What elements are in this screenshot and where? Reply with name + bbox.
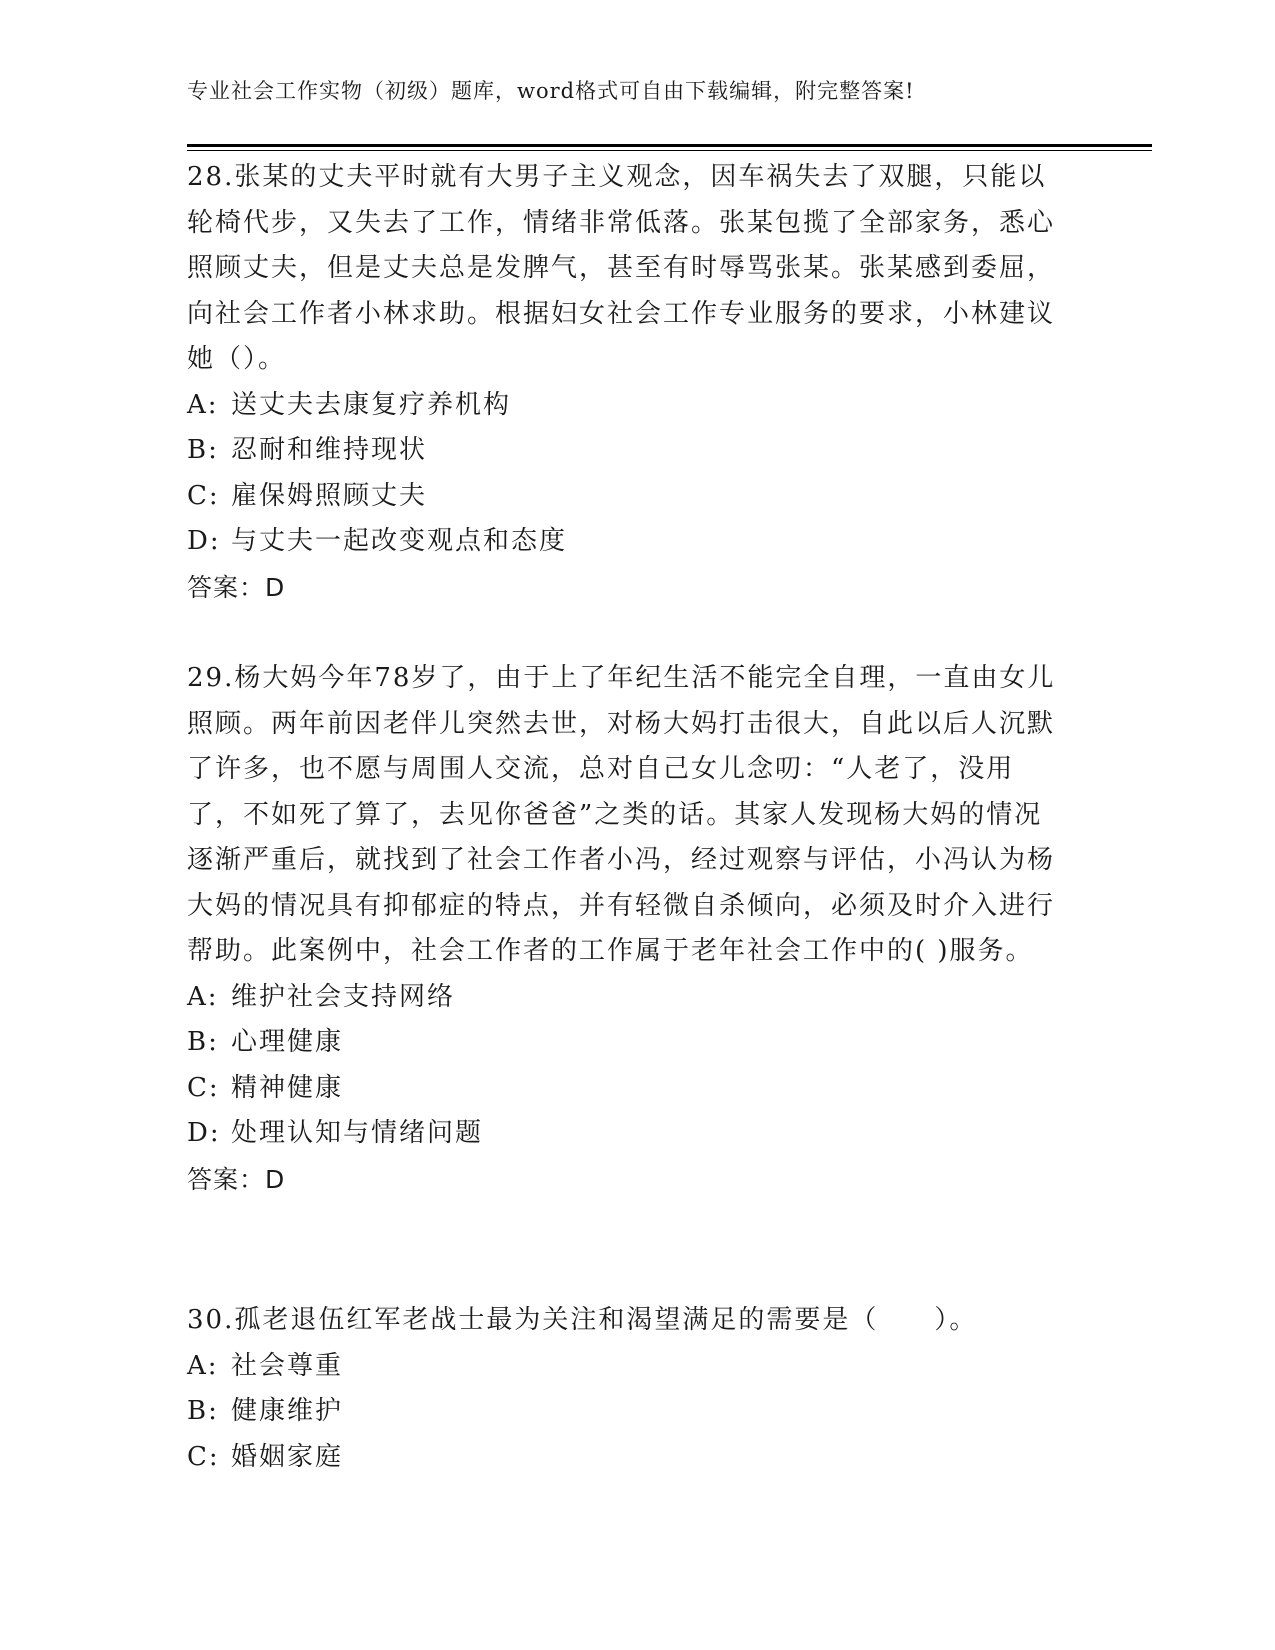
option-key: C: (187, 1441, 220, 1472)
option-text: 雇保姆照顾丈夫 (231, 480, 428, 511)
option-key: B: (187, 1027, 219, 1057)
option-b (187, 428, 1067, 474)
option-key: C: (187, 1072, 220, 1103)
option-key: B: (187, 435, 219, 465)
question-29 (187, 656, 1067, 1202)
answer-label: 答案：D (187, 572, 286, 602)
option-c (187, 474, 1067, 520)
option-d (187, 519, 1067, 565)
option-b (187, 1020, 1067, 1066)
option-text: 婚姻家庭 (231, 1441, 344, 1472)
option-text: 健康维护 (231, 1396, 344, 1426)
option-key: B: (187, 1396, 219, 1426)
question-stem: 28.张某的丈夫平时就有大男子主义观念，因车祸失去了双腿，只能以轮椅代步，又失去了工作，情绪非常低落。张某包揽了全部家务，悉心照顾丈夫，但是丈夫总是发脾气，甚至有时辱骂张某。张某感到委屈，向社会工作者小林求助。根据妇女社会工作专业服务的要求，小林建议她（）。 (187, 162, 1056, 374)
option-text: 维护社会支持网络 (231, 981, 456, 1012)
answer-label: 答案：D (187, 1164, 286, 1194)
question-stem: 30.孤老退伍红军老战士最为关注和渴望满足的需要是（ ）。 (187, 1305, 978, 1335)
question-stem: 29.杨大妈今年78岁了，由于上了年纪生活不能完全自理，一直由女儿照顾。两年前因老伴儿突然去世，对杨大妈打击很大，自此以后人沉默了许多，也不愿与周围人交流，总对自己女儿念叨：“人老了，没用了，不如死了算了，去见你爸爸”之类的话。其家人发现杨大妈的情况逐渐严重后，就找到了社会工作者小冯，经过观察与评估，小冯认为杨大妈的情况具有抑郁症的特点，并有轻微自杀倾向，必须及时介入进行帮助。此案例中，社会工作者的工作属于老年社会工作中的( )服务。 (187, 663, 1056, 966)
option-text: 与丈夫一起改变观点和态度 (231, 526, 568, 556)
option-text: 处理认知与情绪问题 (231, 1118, 484, 1148)
option-b (187, 1389, 1067, 1435)
option-key: A: (187, 389, 219, 420)
option-key: A: (187, 1350, 219, 1381)
option-c (187, 1435, 1067, 1481)
option-key: D: (187, 1118, 221, 1148)
question-30 (187, 1298, 1067, 1480)
page-header: 专业社会工作实物（初级）题库，word格式可自由下载编辑，附完整答案! (187, 79, 915, 103)
option-key: C: (187, 480, 220, 511)
option-a (187, 1344, 1067, 1390)
option-text: 送丈夫去康复疗养机构 (231, 389, 512, 420)
header-rule (187, 144, 1152, 147)
option-a (187, 383, 1067, 429)
option-text: 精神健康 (231, 1072, 344, 1103)
header-rule-thin (187, 150, 1152, 151)
option-text: 社会尊重 (231, 1350, 344, 1381)
option-key: A: (187, 981, 219, 1012)
option-key: D: (187, 526, 221, 556)
option-a (187, 975, 1067, 1021)
question-28 (187, 155, 1067, 610)
option-c (187, 1066, 1067, 1112)
option-text: 忍耐和维持现状 (231, 435, 428, 465)
option-d (187, 1111, 1067, 1157)
option-text: 心理健康 (231, 1027, 344, 1057)
